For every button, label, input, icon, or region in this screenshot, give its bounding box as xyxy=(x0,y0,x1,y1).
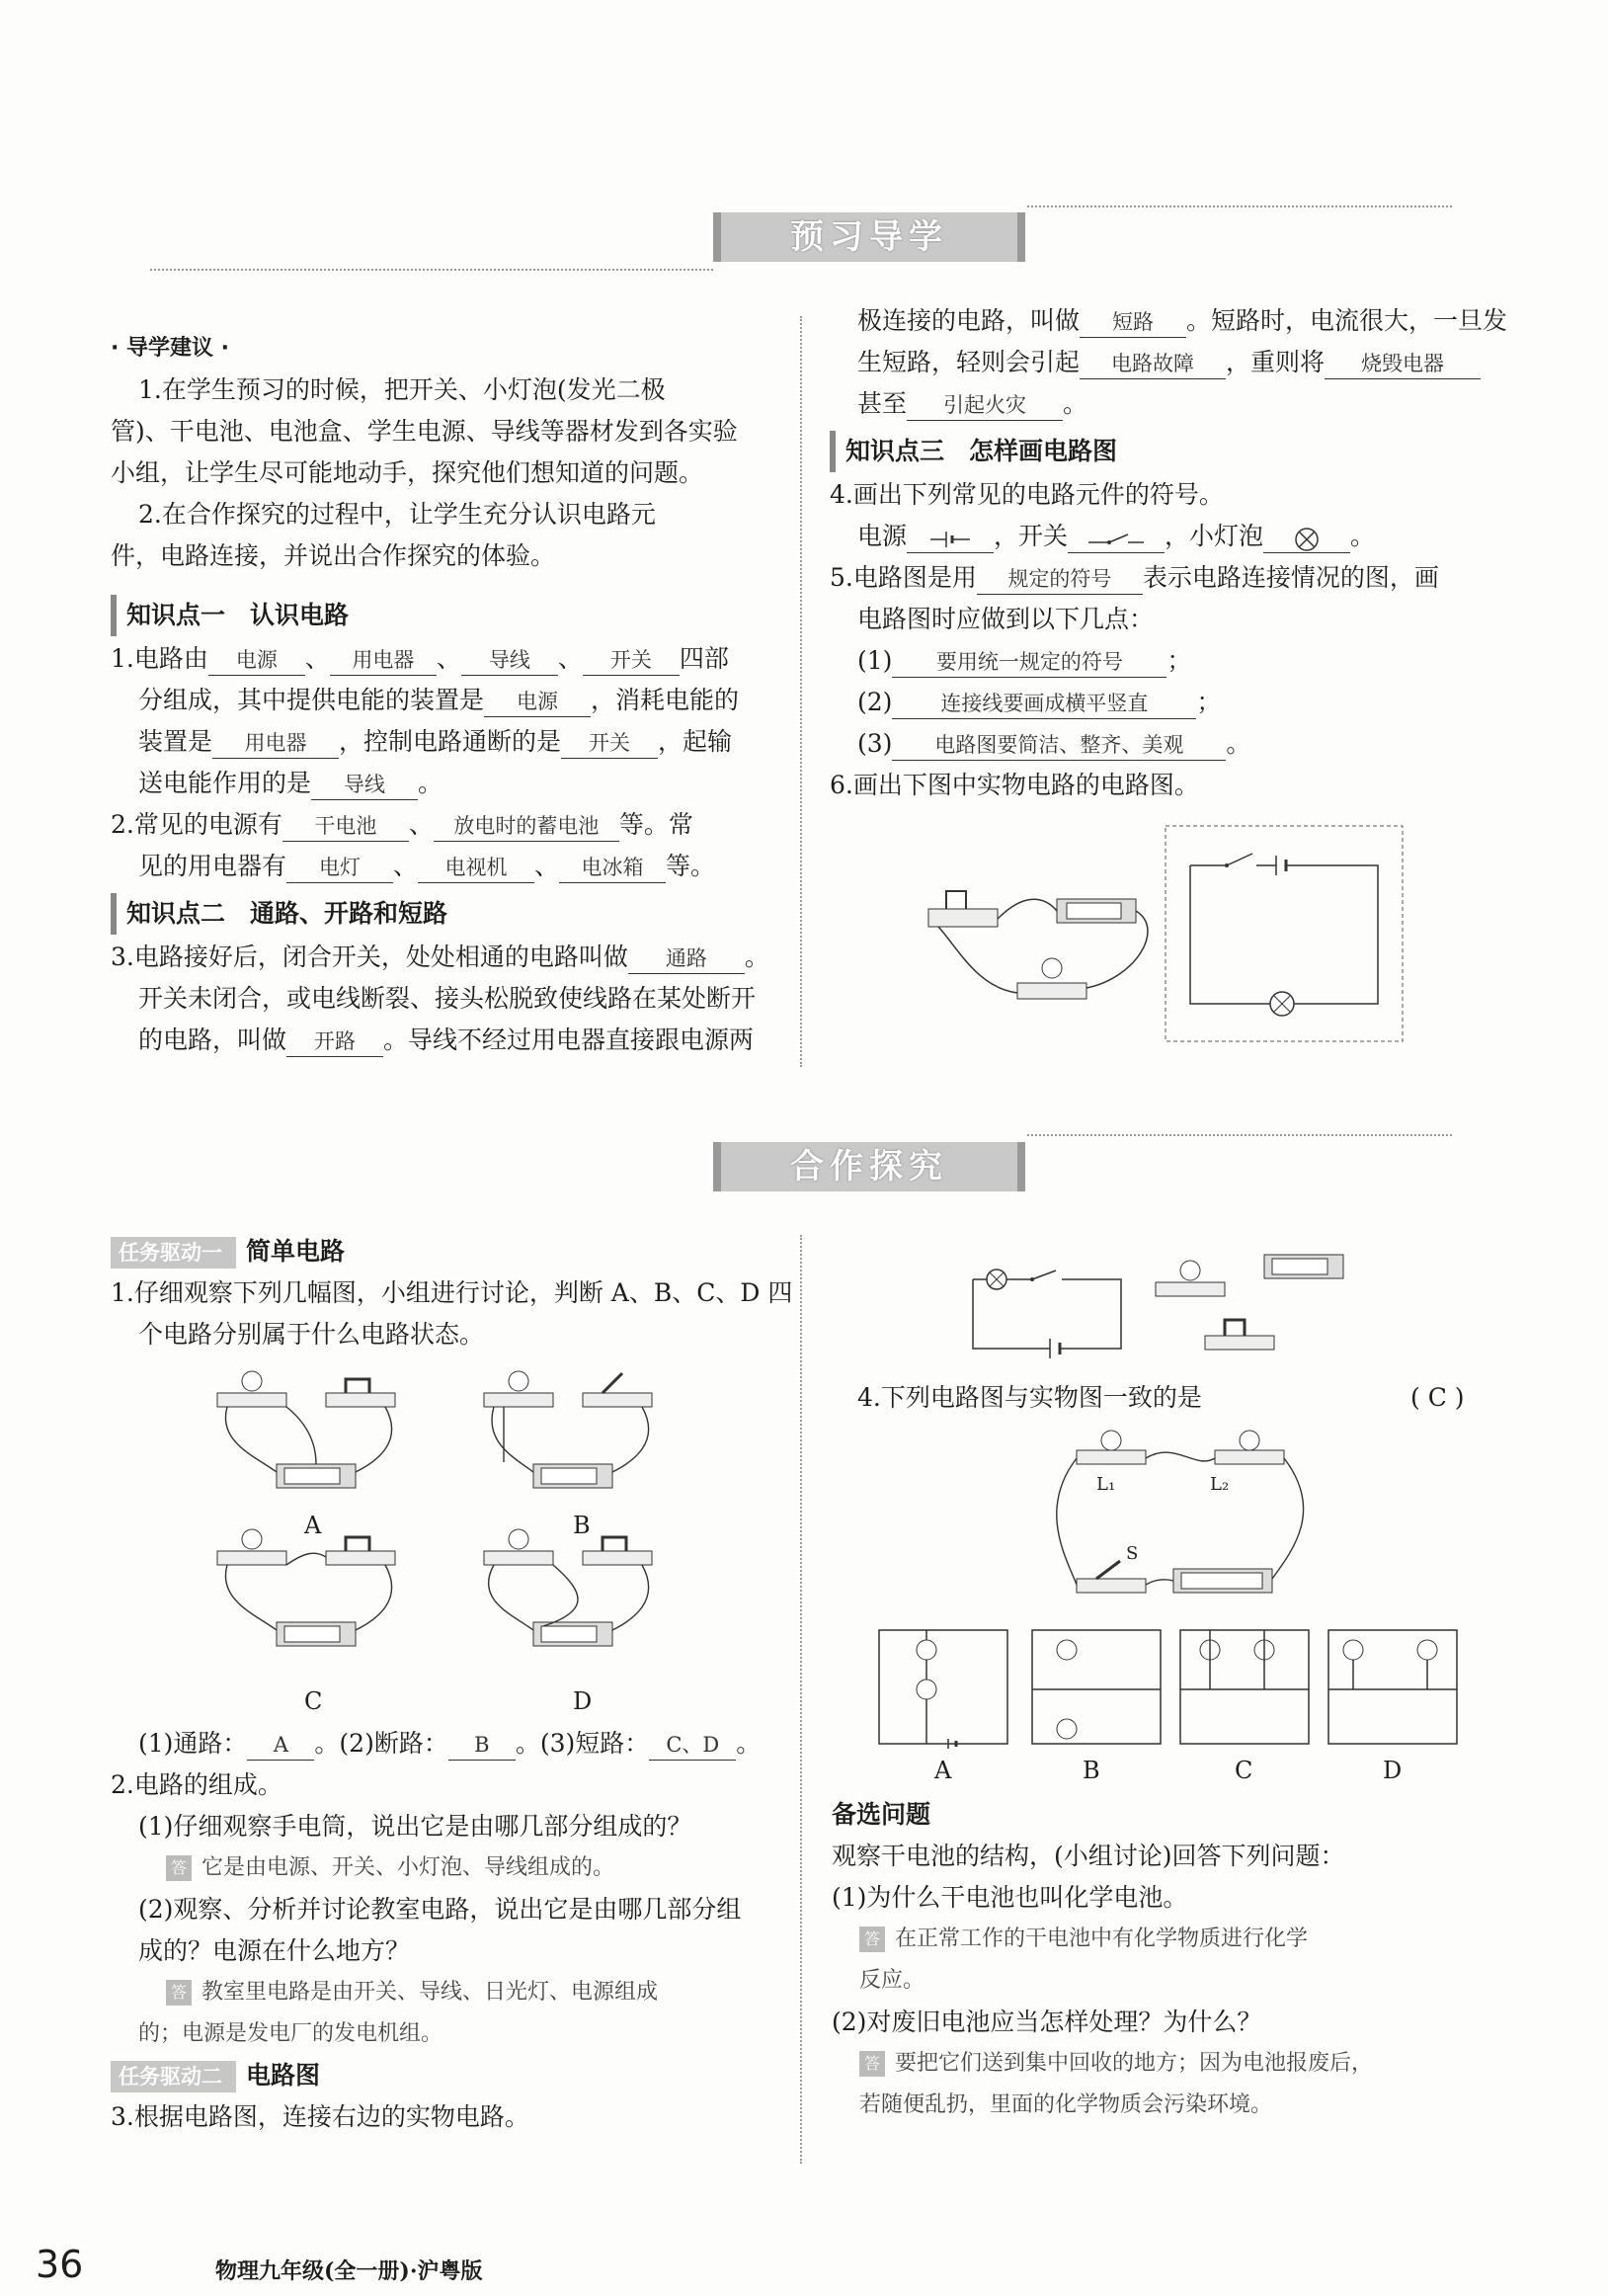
question-line: (2)观察、分析并讨论教室电路，说出它是由哪几部分组 xyxy=(138,1895,742,1924)
q4-l2-label: L₂ xyxy=(1210,1474,1230,1495)
answer-blank: 通路 xyxy=(628,943,745,974)
answer-blank: 放电时的蓄电池 xyxy=(434,811,619,842)
question-line: (1)为什么干电池也叫化学电池。 xyxy=(832,1883,1188,1912)
answer-line: 答 它是由电源、开关、小灯泡、导线组成的。 xyxy=(111,1847,802,1889)
question-line: 1.仔细观察下列几幅图，小组进行讨论，判断 A、B、C、D 四 xyxy=(111,1278,793,1307)
lamp-symbol-blank xyxy=(1263,523,1350,553)
optional-title: 备选问题 xyxy=(832,1800,931,1829)
battery-symbol-blank xyxy=(907,523,994,553)
question-line: 的电路，叫做 开路 。导线不经过用电器直接跟电源两 xyxy=(111,1020,792,1061)
question-line: (1)仔细观察手电筒，说出它是由哪几部分组成的？ xyxy=(138,1812,692,1841)
question-line: 2.电路的组成。 xyxy=(111,1770,282,1799)
circuit-c xyxy=(217,1529,395,1646)
q3-physical-circuit xyxy=(1146,1245,1373,1363)
option-d-label: D xyxy=(1383,1757,1403,1784)
coop-section-banner: 合作探究 xyxy=(713,1142,1025,1191)
column-divider xyxy=(800,1235,802,2164)
answer-blank: 开关 xyxy=(561,728,658,759)
question-line: (2) 连接线要画成横平竖直 ； xyxy=(830,682,1511,723)
question-line: 4.画出下列常见的电路元件的符号。 xyxy=(830,480,1224,509)
answer-blank: 用电器 xyxy=(330,645,437,676)
question-line: 3.电路接好后，闭合开关，处处相通的电路叫做 通路 。 xyxy=(111,937,792,978)
question-line: 装置是 用电器 ，控制电路通断的是 开关 ，起输 xyxy=(111,721,792,763)
lamp-symbol-icon xyxy=(1294,527,1320,552)
question-line: 电路图时应做到以下几点： xyxy=(857,605,1155,633)
kp2-title: 知识点二 通路、开路和短路 xyxy=(111,893,792,935)
answer-icon: 答 xyxy=(166,1855,192,1881)
option-b-label: B xyxy=(1083,1757,1100,1784)
task-tag: 任务驱动一 xyxy=(111,1237,236,1269)
q4-s-label: S xyxy=(1126,1543,1139,1564)
option-a-circuit xyxy=(879,1630,1007,1749)
question-line: 3.根据电路图，连接右边的实物电路。 xyxy=(111,2102,529,2131)
left-column-bottom-2 xyxy=(111,1723,802,2138)
fig-label-c: C xyxy=(304,1687,323,1715)
circuit-d xyxy=(484,1529,652,1646)
right-column-top xyxy=(830,300,1511,806)
preview-section-banner: 预习导学 xyxy=(713,212,1025,262)
battery-symbol-icon xyxy=(930,529,970,550)
question-line: 见的用电器有 电灯 、 电视机 、 电冰箱 等。 xyxy=(111,846,792,887)
q4-physical-circuit xyxy=(1057,1431,1304,1618)
question-line: 成的？电源在什么地方？ xyxy=(138,1936,411,1965)
left-column-top xyxy=(111,328,792,1061)
q4-circuit-options xyxy=(879,1630,1472,1749)
switch-symbol-icon xyxy=(1088,529,1144,550)
left-column-bottom xyxy=(111,1231,792,1355)
answer-line: 答 要把它们送到集中回收的地方；因为电池报废后， xyxy=(832,2043,1523,2085)
guide-text: 小组，让学生尽可能地动手，探究他们想知道的问题。 xyxy=(111,458,704,487)
page-number: 36 xyxy=(36,2243,84,2286)
answer-line: 的；电源是发电厂的发电机组。 xyxy=(138,2021,443,2046)
drawn-circuit-diagram xyxy=(1166,826,1403,1043)
question-line: 6.画出下图中实物电路的电路图。 xyxy=(830,771,1199,799)
question-line: 生短路，轻则会引起 电路故障 ，重则将 烧毁电器 xyxy=(830,342,1511,383)
answer-blank: 烧毁电器 xyxy=(1325,349,1481,379)
physical-circuit-figure xyxy=(919,869,1156,1008)
kp1-title: 知识点一 认识电路 xyxy=(111,595,792,636)
question-line: 观察干电池的结构，(小组讨论)回答下列问题： xyxy=(832,1842,1345,1870)
task-title: 简单电路 xyxy=(246,1237,346,1266)
option-c-circuit xyxy=(1180,1630,1309,1744)
answer-blank: 短路 xyxy=(1080,307,1186,338)
right-column-bottom xyxy=(857,1377,1509,1419)
optional-questions xyxy=(832,1794,1523,2126)
answer-blank: 连接线要画成横平竖直 xyxy=(892,689,1196,719)
fig-label-b: B xyxy=(573,1512,591,1539)
circuit-b xyxy=(484,1371,652,1488)
answer-line: (1)通路： A 。(2)断路： B 。(3)短路： C、D 。 xyxy=(111,1723,802,1764)
answer-line: 若随便乱扔，里面的化学物质会污染环境。 xyxy=(859,2092,1273,2117)
divider xyxy=(1027,205,1452,207)
book-title: 物理九年级(全一册)·沪粤版 xyxy=(215,2258,483,2284)
kp3-title: 知识点三 怎样画电路图 xyxy=(830,431,1511,472)
answer-blank: 干电池 xyxy=(282,811,409,842)
guide-label: · 导学建议 · xyxy=(111,336,230,361)
question-line: (3) 电路图要简洁、整齐、美观 。 xyxy=(830,723,1511,765)
fig-label-a: A xyxy=(304,1512,322,1539)
answer-paren: ( C ) xyxy=(1410,1383,1465,1412)
answer-blank: 导线 xyxy=(311,770,418,800)
answer-blank: B xyxy=(448,1730,516,1761)
answer-icon: 答 xyxy=(859,2051,885,2077)
guide-text: 1.在学生预习的时候，把开关、小灯泡(发光二极 xyxy=(138,375,666,404)
question-line: 分组成，其中提供电能的装置是 电源 ，消耗电能的 xyxy=(111,680,792,721)
answer-blank: 引起火灾 xyxy=(907,390,1063,421)
answer-blank: 电源 xyxy=(208,645,305,676)
answer-blank: A xyxy=(247,1730,314,1761)
guide-text: 件，电路连接，并说出合作探究的体验。 xyxy=(111,541,556,570)
question-line: 个电路分别属于什么电路状态。 xyxy=(138,1320,485,1349)
q4-l1-label: L₁ xyxy=(1096,1474,1116,1495)
circuit-pictures-abcd xyxy=(207,1363,682,1689)
answer-icon: 答 xyxy=(166,1980,192,2006)
task-tag: 任务驱动二 xyxy=(111,2061,236,2092)
question-line: 送电能作用的是 导线 。 xyxy=(111,763,792,804)
option-a-label: A xyxy=(934,1757,952,1784)
switch-symbol-blank xyxy=(1068,523,1165,553)
question-line: 开关未闭合，或电线断裂、接头松脱致使线路在某处断开 xyxy=(138,984,757,1013)
question-line: 2.常见的电源有 干电池 、 放电时的蓄电池 等。常 xyxy=(111,804,792,846)
column-divider xyxy=(800,316,802,1067)
question-line: (2)对废旧电池应当怎样处理？为什么？ xyxy=(832,2008,1262,2036)
question-line: (1) 要用统一规定的符号 ； xyxy=(830,640,1511,682)
question-line: 极连接的电路，叫做 短路 。短路时，电流很大，一旦发 xyxy=(830,300,1511,342)
guide-text: 2.在合作探究的过程中，让学生充分认识电路元 xyxy=(138,500,656,529)
divider xyxy=(150,269,713,271)
answer-blank: 用电器 xyxy=(212,728,339,759)
answer-blank: 电路图要简洁、整齐、美观 xyxy=(892,730,1226,761)
option-c-label: C xyxy=(1235,1757,1253,1784)
answer-line: 答 教室里电路是由开关、导线、日光灯、电源组成 xyxy=(111,1972,802,2013)
answer-line: 答 在正常工作的干电池中有化学物质进行化学 xyxy=(832,1919,1523,1960)
question-line: 1.电路由 电源 、 用电器 、 导线 、 开关 四部 xyxy=(111,638,792,680)
answer-blank: 开路 xyxy=(286,1026,383,1057)
answer-blank: 要用统一规定的符号 xyxy=(892,647,1166,678)
answer-blank: 导线 xyxy=(461,645,558,676)
guide-text: 管)、干电池、电池盒、学生电源、导线等器材发到各实验 xyxy=(111,417,738,446)
answer-blank: 规定的符号 xyxy=(977,564,1143,595)
answer-blank: C、D xyxy=(649,1730,736,1761)
question-line: 4.下列电路图与实物图一致的是 ( C ) xyxy=(857,1377,1509,1419)
answer-blank: 电冰箱 xyxy=(559,853,666,883)
fig-label-d: D xyxy=(573,1687,593,1715)
answer-blank: 电路故障 xyxy=(1080,349,1226,379)
answer-blank: 电灯 xyxy=(286,853,393,883)
answer-line: 反应。 xyxy=(859,1968,925,1993)
option-b-circuit xyxy=(1032,1630,1161,1744)
circuit-a xyxy=(217,1371,395,1488)
question-line: 甚至 引起火灾 。 xyxy=(830,383,1511,425)
answer-blank: 电视机 xyxy=(418,853,534,883)
answer-icon: 答 xyxy=(859,1927,885,1952)
answer-blank: 电源 xyxy=(484,687,591,717)
question-line: 5.电路图是用 规定的符号 表示电路连接情况的图，画 xyxy=(830,557,1511,599)
q3-circuit-diagram xyxy=(973,1265,1131,1353)
divider xyxy=(1027,1134,1452,1136)
option-d-circuit xyxy=(1328,1630,1457,1744)
task-title: 电路图 xyxy=(246,2061,321,2090)
answer-blank: 开关 xyxy=(583,645,680,676)
question-line: 电源 ，开关 ，小灯泡 。 xyxy=(830,516,1511,557)
